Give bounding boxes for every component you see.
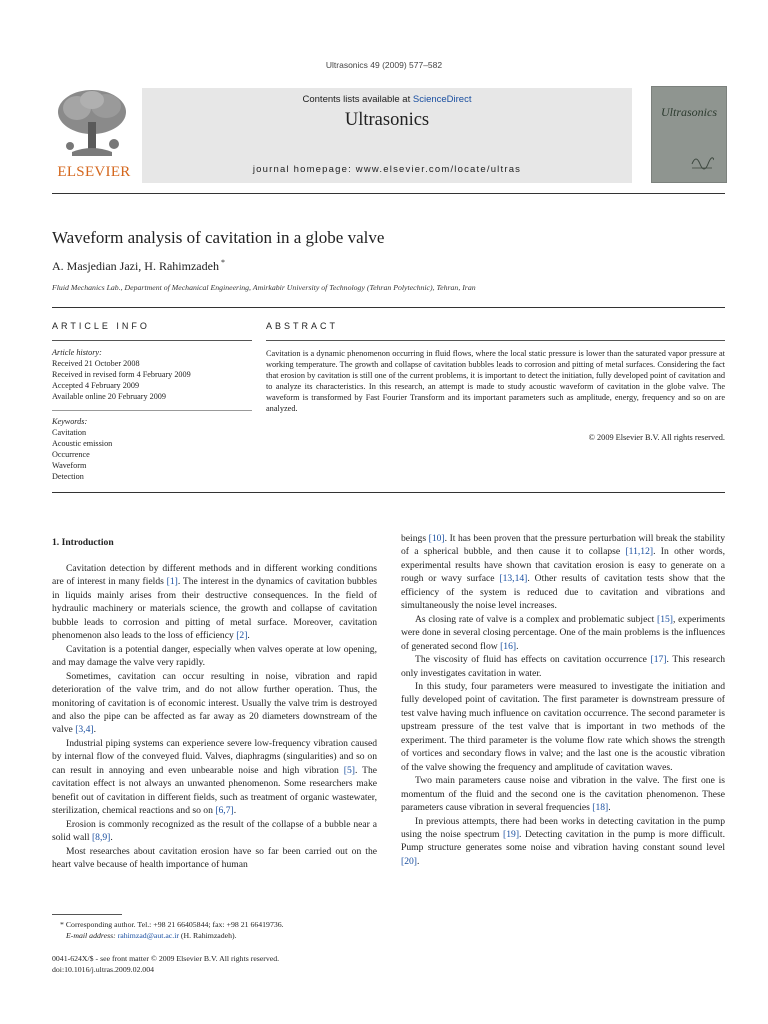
history-item: Received in revised form 4 February 2009 xyxy=(52,370,191,379)
email-line xyxy=(52,930,392,941)
contents-line xyxy=(142,94,632,105)
cover-wave-icon xyxy=(690,150,714,170)
keywords xyxy=(52,416,252,482)
history-label: Article history: xyxy=(52,348,102,357)
journal-reference: Ultrasonics 49 (2009) 577–582 xyxy=(325,60,443,70)
contents-prefix: Contents lists available at xyxy=(302,94,413,105)
citation-link[interactable]: [17] xyxy=(650,654,667,666)
paragraph-text: . It has been proven that the pressure perturbation will break the stability of a spherical bubble, and then cause it to collapse xyxy=(401,533,726,558)
paragraph-text: Cavitation detection by different methods and in different working conditions are of interest in many fields xyxy=(52,563,377,588)
citation-link[interactable]: [6,7] xyxy=(215,805,234,817)
paragraph-text: , experiments were done in several closing percentage. One of the main problems is the influences of generated second flow xyxy=(401,613,725,652)
citation-link[interactable]: [8,9] xyxy=(91,832,111,844)
affiliation: Fluid Mechanics Lab., Department of Mechanical Engineering, Amirkabir University of Technology (Tehran Polytechnic), Tehran, Iran xyxy=(52,283,476,292)
body-paragraph xyxy=(401,774,725,814)
paragraph-text: . In other words, experimental results have shown that cavitation erosion is easy to generate on a rough or wavy surface xyxy=(401,546,725,585)
paragraph-text: Two main parameters cause noise and vibration in the valve. The first one is momentum of the fluid and the second one is the cavitation phenomenon. These parameters cause vibration in several frequencies xyxy=(401,775,725,814)
body-column-left xyxy=(52,562,377,871)
citation-link[interactable]: [15] xyxy=(657,613,673,625)
body-paragraph xyxy=(52,643,377,670)
publisher-name: ELSEVIER xyxy=(57,164,131,180)
paragraph-text: In this study, four parameters were measured to investigate the initiation and fully developed point of cavitation. The first parameter is downstream pressure of test valve having much influence on cavitation occurrence. The second parameter is upstream pressure of the test valve that is important in two methods of the experiment. The third parameter is the volume flow rate which shows the strength of vortices and secondary flows in valve; and the last one is the acoustic vibration of the valve showing the frequency and amplitude of cavitation waves. xyxy=(401,680,725,773)
journal-title: Ultrasonics xyxy=(344,110,430,130)
abstract-heading: ABSTRACT xyxy=(266,321,339,331)
section-heading-introduction: 1. Introduction xyxy=(52,537,114,548)
keyword-item: Waveform xyxy=(52,461,87,470)
paragraph-text: . The cavitation effect is not always an unwanted phenomenon. Some researchers make benefit out of cavitation in different fields, such as treatment of organic wastewater, sterilization, chemical reactions and so on xyxy=(52,764,377,817)
abstract-copyright: © 2009 Elsevier B.V. All rights reserved. xyxy=(588,433,725,442)
body-paragraph xyxy=(401,680,725,774)
paragraph-text: . xyxy=(233,805,237,817)
footnote-corresponding xyxy=(52,919,392,941)
paragraph-text: Cavitation is a potential danger, especially when valves operate at low opening, and may damage the valve very rapidly. xyxy=(52,643,377,669)
article-history xyxy=(52,347,252,402)
citation-link[interactable]: [3,4] xyxy=(75,724,94,736)
paragraph-text: . xyxy=(93,724,96,736)
email-link[interactable]: rahimzad@aut.ac.ir xyxy=(117,931,179,940)
paragraph-text: As closing rate of valve is a complex and problematic subject xyxy=(415,613,657,625)
keyword-item: Acoustic emission xyxy=(52,439,113,448)
corresponding-mark[interactable]: * xyxy=(218,258,225,267)
citation-link[interactable]: [16] xyxy=(500,640,517,652)
paper-title: Waveform analysis of cavitation in a globe valve xyxy=(52,228,385,247)
journal-banner xyxy=(142,88,632,183)
body-paragraph xyxy=(52,737,377,818)
paragraph-text: . xyxy=(516,640,519,652)
footnote-rule xyxy=(52,914,122,915)
keywords-label: Keywords: xyxy=(52,417,88,426)
citation-link[interactable]: [10] xyxy=(428,533,445,544)
author-names: A. Masjedian Jazi, H. Rahimzadeh xyxy=(52,259,219,273)
citation-link[interactable]: [19] xyxy=(503,828,520,840)
paragraph-text: . xyxy=(608,802,611,814)
doi-line[interactable]: doi:10.1016/j.ultras.2009.02.004 xyxy=(52,965,155,974)
abstract-text: Cavitation is a dynamic phenomenon occurring in fluid flows, where the local static pressure is lower than the saturated vapor pressure at working temperature. The growth and collapse of cavitation bubbles leads to corrosion and pitting of metal surfaces. Considering the fact that erosion by cavitation is still one of the current problems, it is important to detect the initiation, fully developed point of cavitation and to analyze its characteristics. In this research, an attempt is made to study acoustic waveform of cavitation in the globe valve. The waveform is transformed by Fast Fourier Transform and its important parameters such as amplitude, energy, frequency and so on are analyzed. xyxy=(266,349,725,414)
paragraph-text: Industrial piping systems can experience severe low-frequency vibration caused by internal flow of the conveyed fluid. Valves, diaphragms (singularities) and so on can result in annoying and even unbearable noise and high vibration xyxy=(52,737,377,776)
front-matter xyxy=(52,953,392,975)
tree-logo-icon xyxy=(52,86,132,162)
body-paragraph xyxy=(401,653,725,680)
sciencedirect-link[interactable]: ScienceDirect xyxy=(412,94,472,105)
body-paragraph xyxy=(52,670,377,737)
paragraph-text: . xyxy=(247,630,250,642)
keyword-item: Detection xyxy=(52,472,84,481)
citation-link[interactable]: [5] xyxy=(343,764,355,776)
email-label: E-mail address: xyxy=(66,931,118,940)
citation-link[interactable]: [20] xyxy=(401,855,417,867)
history-item: Available online 20 February 2009 xyxy=(52,392,166,401)
citation-link[interactable]: [11,12] xyxy=(625,546,654,558)
corresponding-author-note: * Corresponding author. Tel.: +98 21 66405844; fax: +98 21 66419736. xyxy=(60,920,284,929)
paragraph-text: Most researches about cavitation erosion have so far been carried out on the heart valve because of health importance of human xyxy=(52,845,377,870)
paragraph-text: In previous attempts, there had been works in detecting cavitation in the pump using the noise spectrum xyxy=(401,815,725,840)
citation-link[interactable]: [18] xyxy=(592,802,609,814)
abstract-divider xyxy=(52,492,725,493)
paragraph-text: . Other results of cavitation tests show that the efficiency of the system is reduced due to cavitation and vibrations and simultaneously the noise level increases. xyxy=(401,573,725,612)
citation-link[interactable]: [2] xyxy=(236,630,248,642)
elsevier-logo[interactable] xyxy=(52,86,136,181)
paragraph-text: Erosion is commonly recognized as the result of the collapse of a bubble near a solid wall xyxy=(52,818,377,844)
journal-cover[interactable] xyxy=(651,86,727,183)
authors xyxy=(52,258,225,274)
paragraph-text: . This research only investigates cavitation in water. xyxy=(401,654,725,679)
paragraph-text: Sometimes, cavitation can occur resulting in noise, vibration and rapid deterioration of the valve trim, and do not allow further operation. Thus, the monitoring of cavitation is of economic interest. Usually the valve trim is destroyed and also the pipe can be affected as far away as 20 diameters downstream of the valve xyxy=(52,670,377,736)
info-rule xyxy=(52,340,252,341)
paragraph-text: . Detecting cavitation in the pump is more difficult. Pump structure generates some noise and vibration having constant sound level xyxy=(401,828,725,854)
keywords-rule xyxy=(52,410,252,411)
keyword-item: Cavitation xyxy=(52,428,87,437)
paragraph-text: . The interest in the dynamics of cavitation bubbles in liquids mainly arises from their destructive consequences. In the field of hydraulic machinery or materials science, the growth and collapse of cavitation bubble leads to corrosion and pitting of metal surface. Moreover, cavitation phenomenon also leads to the loss of efficiency xyxy=(52,576,377,642)
cover-title: Ultrasonics xyxy=(660,105,717,119)
body-paragraph xyxy=(401,815,725,869)
citation-link[interactable]: [1] xyxy=(166,576,178,588)
body-paragraph xyxy=(52,818,377,845)
body-paragraph xyxy=(401,532,725,613)
paragraph-text: beings xyxy=(401,533,429,544)
body-paragraph xyxy=(401,613,725,653)
email-suffix: (H. Rahimzadeh). xyxy=(178,931,237,940)
paragraph-text: . xyxy=(416,855,420,867)
abstract-rule xyxy=(266,340,725,341)
paragraph-text: . xyxy=(110,832,113,844)
title-divider xyxy=(52,307,725,308)
citation-link[interactable]: [13,14] xyxy=(499,573,528,585)
paragraph-text: The viscosity of fluid has effects on cavitation occurrence xyxy=(415,654,651,666)
article-info-heading: ARTICLE INFO xyxy=(52,321,150,331)
body-column-right xyxy=(401,532,725,868)
history-item: Accepted 4 February 2009 xyxy=(52,381,140,390)
body-paragraph xyxy=(52,562,377,643)
body-paragraph xyxy=(52,845,377,872)
header-divider xyxy=(52,193,725,194)
history-item: Received 21 October 2008 xyxy=(52,359,140,368)
issn-line: 0041-624X/$ - see front matter © 2009 Elsevier B.V. All rights reserved. xyxy=(52,954,280,963)
keyword-item: Occurrence xyxy=(52,450,90,459)
journal-homepage[interactable]: journal homepage: www.elsevier.com/locate/ultras xyxy=(252,164,522,175)
